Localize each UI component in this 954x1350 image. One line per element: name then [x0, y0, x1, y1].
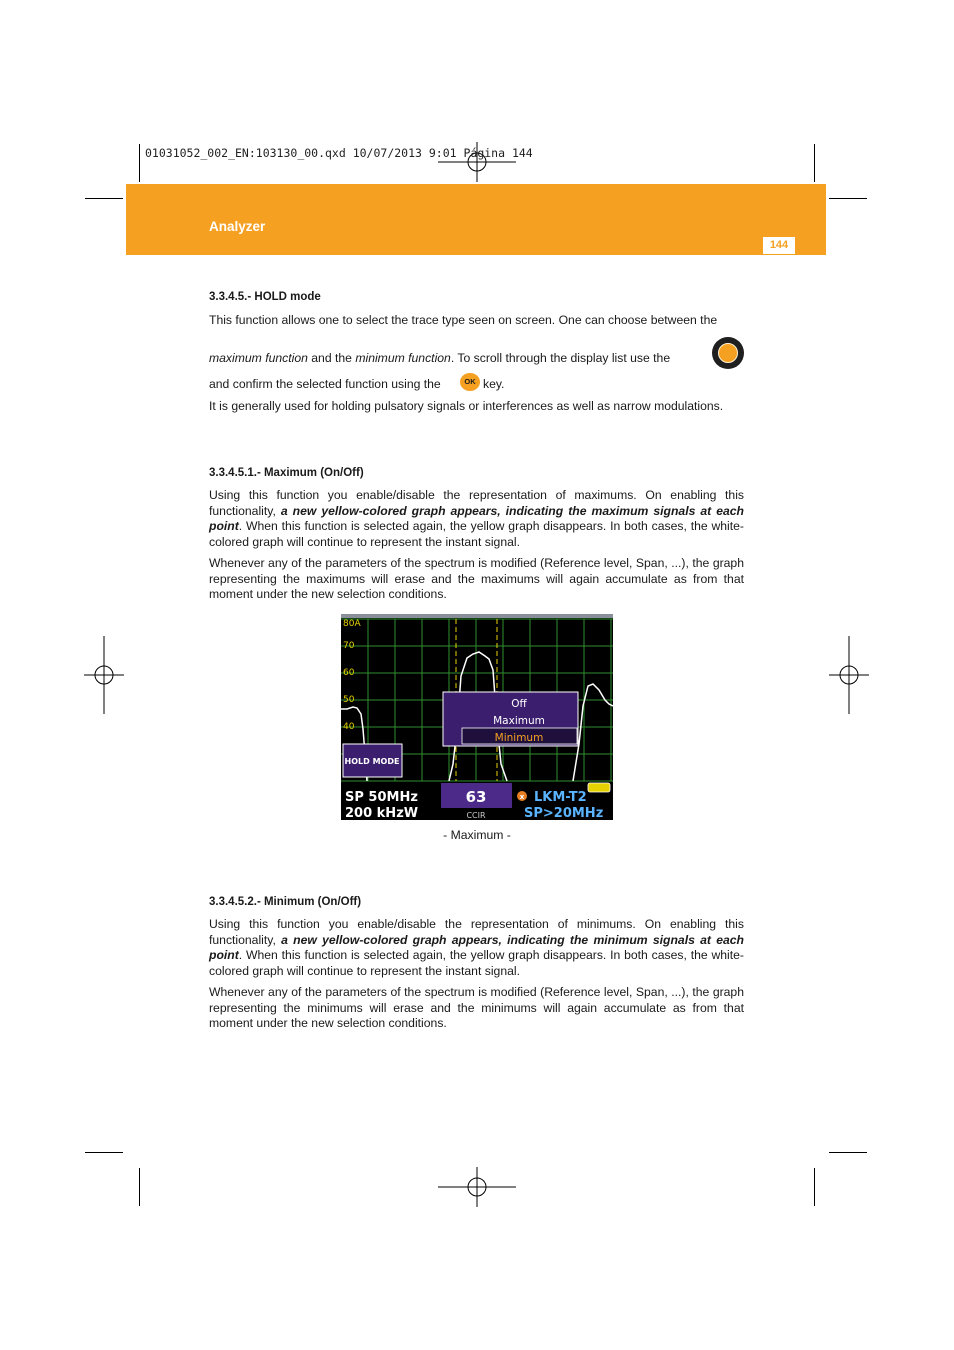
- channel-plan: CCIR: [466, 811, 486, 820]
- crop-mark: [139, 144, 140, 182]
- crop-mark: [829, 198, 867, 199]
- heading-hold-mode: 3.3.4.5.- HOLD mode: [209, 291, 321, 303]
- hold-text-key: key.: [483, 377, 505, 391]
- maximum-paragraph-1: [209, 488, 744, 550]
- crop-mark: [829, 1152, 867, 1153]
- y-label: 50: [343, 695, 355, 705]
- y-label: 70: [343, 641, 355, 651]
- maximum-paragraph-2: Whenever any of the parameters of the spectrum is modified (Reference level, Span, ...), the graph representing the maximums will erase and the maximums will again accumulate as from that moment under the new selection conditions.: [209, 556, 744, 601]
- crop-mark: [814, 144, 815, 182]
- section-title: Analyzer: [209, 219, 266, 234]
- maximum-p1-start: Using this function you enable/disable the representation of maximums. On enabling this functionality,: [209, 488, 744, 518]
- registration-mark-bottom: [438, 1167, 516, 1207]
- battery-icon: [588, 783, 610, 792]
- minimum-function-term: minimum function: [355, 351, 451, 365]
- crop-mark: [85, 1152, 123, 1153]
- registration-mark-right: [829, 636, 869, 714]
- maximum-p1-emphasis: a new yellow-colored graph appears, indicating the maximum signals at each point: [209, 503, 744, 533]
- rbw-readout: 200 kHzW: [345, 806, 419, 820]
- y-label: 60: [343, 668, 355, 678]
- svg-text:x: x: [519, 793, 525, 801]
- hold-text-scroll: . To scroll through the display list use the: [450, 351, 671, 365]
- instant-trace-right: [573, 684, 613, 781]
- page-number: 144: [763, 237, 795, 254]
- standard-readout: LKM-T2: [534, 790, 587, 805]
- hold-text-confirm: and confirm the selected function using the: [209, 377, 441, 391]
- maximum-function-term: maximum function: [209, 351, 308, 365]
- maximum-p1-end: . When this function is selected again, the yellow graph disappears. In both cases, the white-colored graph will continue to represent the instant signal.: [209, 519, 744, 549]
- minimum-paragraph-1: [209, 917, 744, 979]
- crop-mark: [85, 198, 123, 199]
- y-label: 80A: [343, 619, 361, 629]
- registration-mark-left: [84, 636, 124, 714]
- hold-text-line-2: [209, 351, 670, 367]
- hold-text-line-4: It is generally used for holding pulsatory signals or interferences as well as narrow modulations.: [209, 399, 724, 413]
- heading-maximum: 3.3.4.5.1.- Maximum (On/Off): [209, 467, 364, 479]
- print-slug: 01031052_002_EN:103130_00.qxd 10/07/2013 9:01 Página 144: [145, 146, 533, 160]
- menu-option-maximum[interactable]: Maximum: [493, 715, 545, 727]
- hold-text-line-3: [209, 377, 441, 393]
- minimum-p1-emphasis: a new yellow-colored graph appears, indicating the minimum signals at each point: [209, 932, 744, 962]
- heading-minimum: 3.3.4.5.2.- Minimum (On/Off): [209, 896, 362, 908]
- span-info-readout: SP>20MHz: [524, 806, 604, 820]
- minimum-p1-start: Using this function you enable/disable the representation of minimums. On enabling this functionality,: [209, 917, 744, 947]
- softkey-label: HOLD MODE: [344, 757, 400, 766]
- ok-key-icon: OK: [460, 373, 480, 391]
- minimum-p1-end: . When this function is selected again, the yellow graph disappears. In both cases, the white-colored graph will continue to represent the instant signal.: [209, 948, 744, 978]
- spectrum-display: [341, 614, 613, 820]
- hold-text-line-1: This function allows one to select the trace type seen on screen. One can choose between the: [209, 313, 718, 327]
- analyzer-screenshot: [341, 614, 613, 820]
- rotary-knob-icon: [712, 337, 744, 369]
- channel-readout: 63: [465, 788, 487, 806]
- menu-option-off[interactable]: Off: [511, 698, 527, 710]
- figure-caption: - Maximum -: [443, 828, 511, 842]
- crop-mark: [814, 1168, 815, 1206]
- hold-text-connector: and the: [307, 351, 356, 365]
- minimum-paragraph-2: Whenever any of the parameters of the spectrum is modified (Reference level, Span, ...), the graph representing the minimums will erase and the minimums will again accumulate as from that moment under the new selection conditions.: [209, 985, 744, 1030]
- y-label: 40: [343, 722, 355, 732]
- crop-mark: [139, 1168, 140, 1206]
- span-readout: SP 50MHz: [345, 790, 418, 805]
- menu-option-minimum[interactable]: Minimum: [494, 732, 544, 744]
